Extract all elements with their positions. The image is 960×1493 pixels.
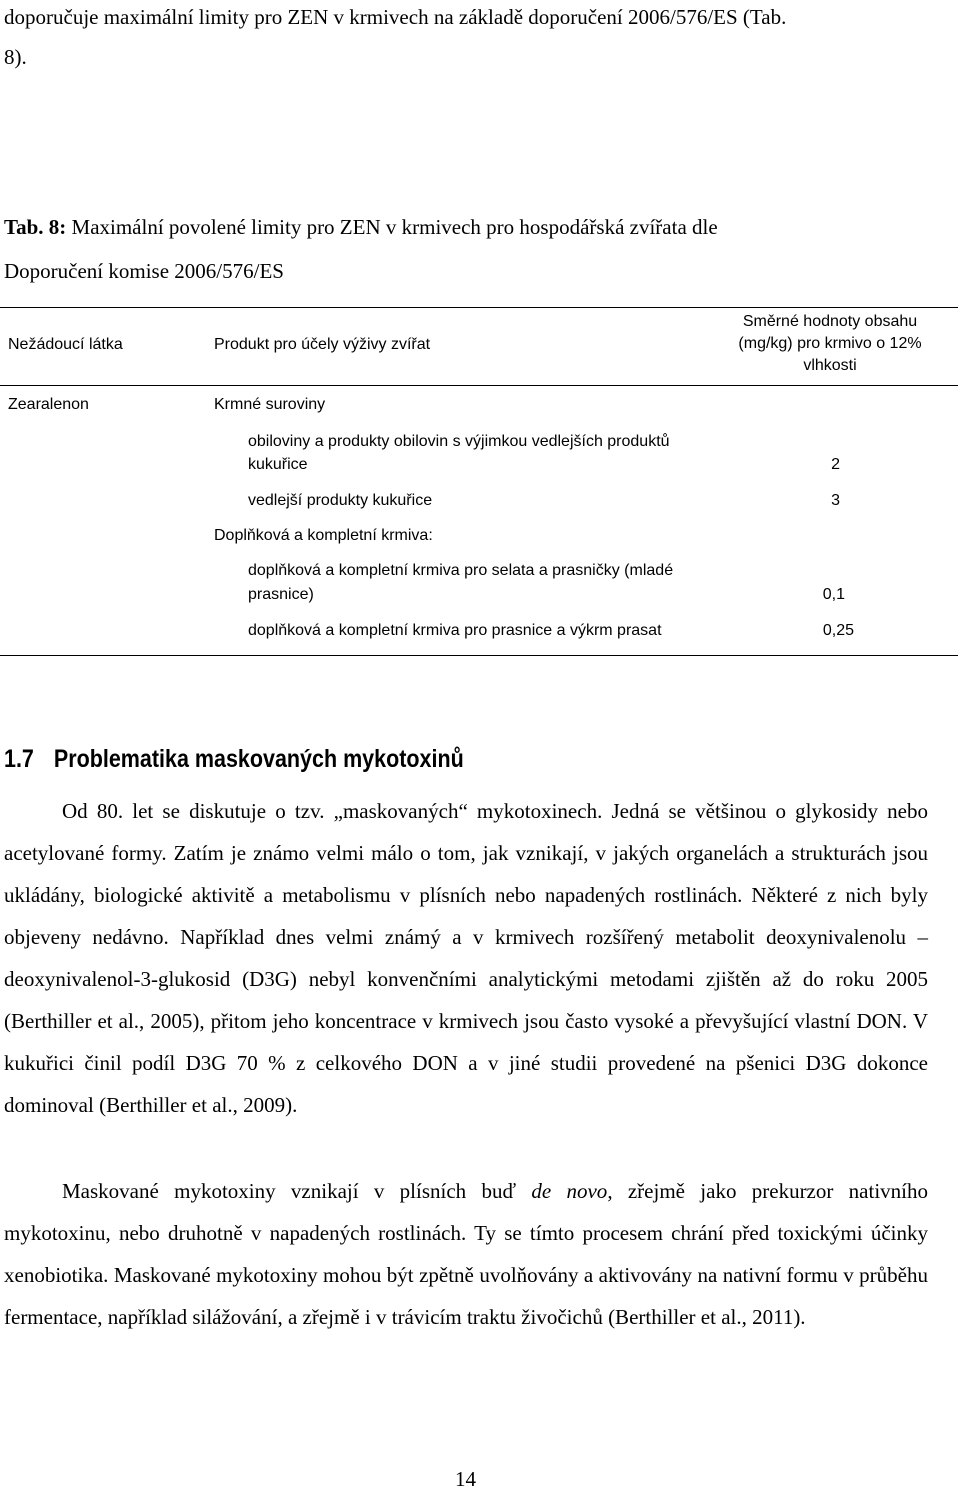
table-header-rule (0, 385, 958, 386)
caption-label: Tab. 8: (4, 215, 67, 239)
row-piglets-value: 0,1 (822, 586, 845, 603)
intro-line-1: doporučuje maximální limity pro ZEN v krmivech na základě doporučení 2006/576/ES (Tab. (4, 5, 787, 29)
row-piglets-line-1: doplňková a kompletní krmiva pro selata a prasničky (mladé (248, 562, 674, 579)
section-title: Problematika maskovaných mykotoxinů (53, 745, 464, 773)
row-sows: doplňková a kompletní krmiva pro prasnice a výkrm prasat (248, 622, 662, 639)
table-bottom-rule (0, 655, 958, 656)
header-product: Produkt pro účely výživy zvířat (214, 336, 431, 353)
row-cereals-line-1: obiloviny a produkty obilovin s výjimkou vedlejších produktů (248, 433, 670, 450)
paragraph-2-italic: de novo (531, 1179, 608, 1203)
paragraph-2-part-1: Maskované mykotoxiny vznikají v plísních buď (62, 1179, 517, 1203)
header-values-line-2: (mg/kg) pro krmivo o 12% (738, 335, 922, 352)
paragraph-1 (4, 790, 928, 1126)
substance-zearalenon: Zearalenon (8, 396, 89, 413)
section-number: 1.7 (4, 745, 34, 773)
header-values (722, 311, 938, 377)
limits-table (0, 307, 960, 657)
section-heading (4, 745, 464, 774)
row-cereals-line-2: kukuřice (248, 456, 308, 473)
row-maize-byproducts: vedlejší produkty kukuřice (248, 492, 433, 509)
row-piglets-line-2: prasnice) (248, 586, 314, 603)
paragraph-2 (4, 1170, 928, 1338)
group-complementary-feed: Doplňková a kompletní krmiva: (214, 527, 433, 544)
row-sows-value: 0,25 (822, 622, 854, 639)
paragraph-2-part-2: , zřejmě jako prekurzor nativního mykotoxinu, nebo druhotně v napadených rostlinách. Ty se tímto procesem chrání před toxickými účinky xenobiotika. Maskované mykotoxiny mohou být zpětně uvolňovány a aktivovány na nativní formu v průběhu fermentace, například silážování, a zřejmě i v trávicím traktu živočichů (Berthiller et al., 2011). (4, 1179, 928, 1329)
table-top-rule (0, 307, 958, 308)
header-values-line-3: vlhkosti (803, 357, 857, 374)
caption-line-1 (4, 206, 718, 248)
header-values-line-1: Směrné hodnoty obsahu (742, 313, 918, 330)
caption-line-2: Doporučení komise 2006/576/ES (4, 259, 284, 283)
row-maize-byproducts-value: 3 (831, 492, 840, 509)
row-cereals-value: 2 (831, 456, 840, 473)
page-number: 14 (455, 1467, 476, 1491)
header-substance: Nežádoucí látka (8, 336, 123, 353)
group-feed-materials: Krmné suroviny (214, 396, 326, 413)
paragraph-1-text: Od 80. let se diskutuje o tzv. „maskovaných“ mykotoxinech. Jedná se většinou o glykosidy nebo acetylované formy. Zatím je známo velmi málo o tom, jak vznikají, v jakých organelách a strukturách jsou ukládány, biologické aktivitě a metabolismu v plísních nebo napadených rostlinách. Některé z nich byly objeveny nedávno. Například dnes velmi známý a v krmivech rozšířený metabolit deoxynivalenolu – deoxynivalenol-3-glukosid (D3G) nebyl konvenčními analytickými metodami zjištěn až do roku 2005 (Berthiller et al., 2005), přitom jeho koncentrace v krmivech jsou často vysoké a převyšující vlastní DON. V kukuřici činil podíl D3G 70 % z celkového DON a v jiné studii provedené na pšenici D3G dokonce dominoval (Berthiller et al., 2009). (4, 799, 928, 1117)
caption-text-1: Maximální povolené limity pro ZEN v krmivech pro hospodářská zvířata dle (71, 215, 718, 239)
intro-line-2: 8). (4, 45, 27, 69)
